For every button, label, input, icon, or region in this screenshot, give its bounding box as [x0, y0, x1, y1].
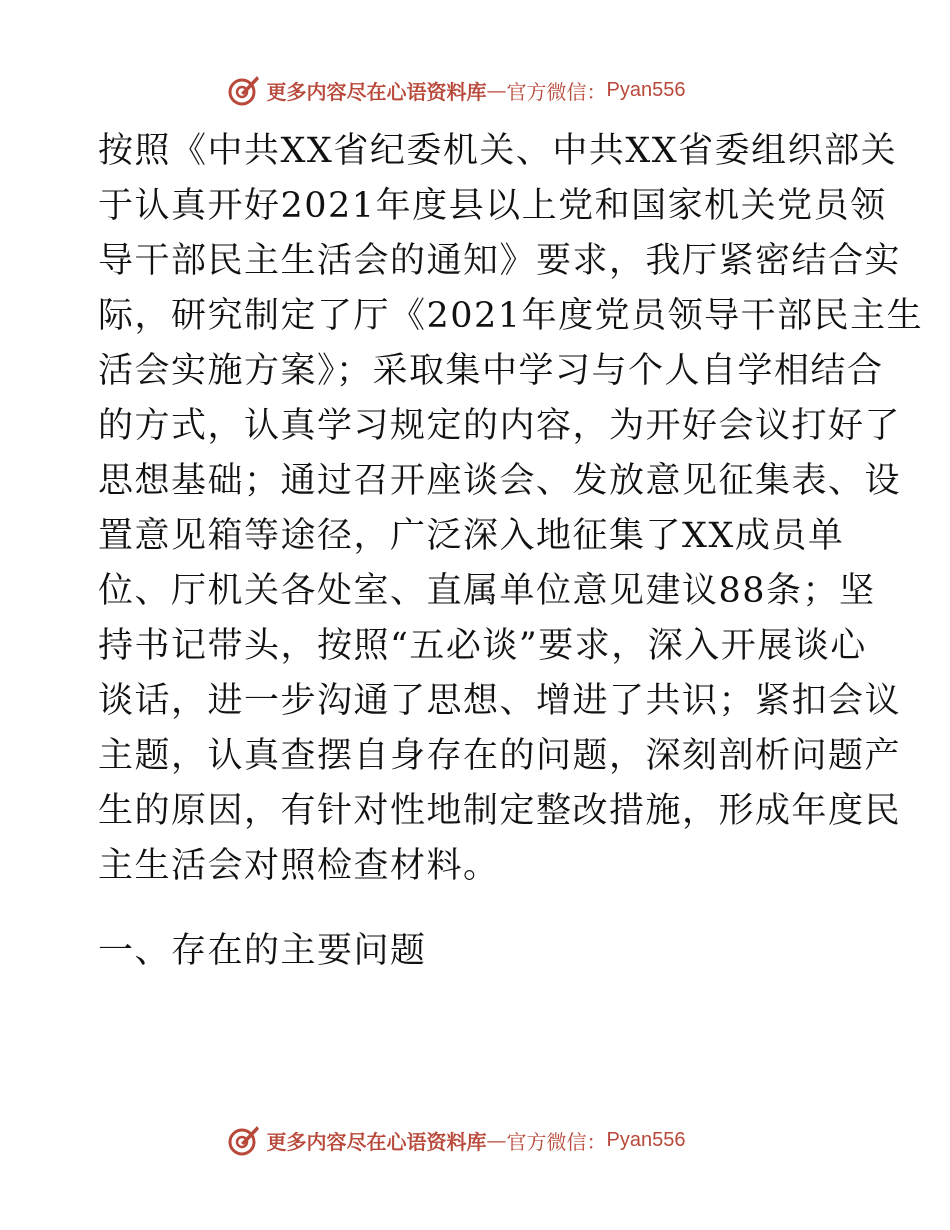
body-line: 持书记带头，按照“五必谈”要求，深入开展谈心 — [98, 626, 867, 666]
body-line: 的方式，认真学习规定的内容，为开好会议打好了 — [98, 406, 902, 446]
body-line: 主题，认真查摆自身存在的问题，深刻剖析问题产 — [98, 736, 902, 776]
watermark-separator: — — [486, 78, 507, 102]
body-line: 于认真开好2021年度县以上党和国家机关党员领 — [98, 186, 887, 226]
section-heading: 一、存在的主要问题 — [98, 931, 427, 971]
body-line: 活会实施方案》；采取集中学习与个人自学相结合 — [98, 351, 884, 391]
feather-pen-logo-icon — [227, 73, 261, 107]
watermark-brand: 更多内容尽在心语资料库 — [266, 1129, 487, 1154]
watermark-wechat-id: Pyan556 — [606, 78, 686, 101]
body-line: 主生活会对照检查材料。 — [98, 846, 500, 886]
document-body — [98, 124, 924, 894]
body-line: 置意见箱等途径，广泛深入地征集了XX成员单 — [98, 516, 845, 556]
header-watermark — [0, 70, 950, 110]
footer-watermark — [0, 1120, 950, 1160]
body-line: 导干部民主生活会的通知》要求，我厅紧密结合实 — [98, 241, 902, 281]
body-line: 谈话，进一步沟通了思想、增进了共识；紧扣会议 — [98, 681, 902, 721]
body-line: 位、厅机关各处室、直属单位意见建议88条；坚 — [98, 571, 876, 611]
watermark-brand: 更多内容尽在心语资料库 — [266, 79, 487, 104]
watermark-wechat-id: Pyan556 — [606, 1128, 686, 1151]
body-line: 思想基础；通过召开座谈会、发放意见征集表、设 — [98, 461, 902, 501]
watermark-official-label: 官方微信： — [506, 79, 607, 104]
feather-pen-logo-icon — [227, 1123, 261, 1157]
body-line: 生的原因，有针对性地制定整改措施，形成年度民 — [98, 791, 902, 831]
body-line: 按照《中共XX省纪委机关、中共XX省委组织部关 — [98, 131, 898, 171]
watermark-official-label: 官方微信： — [506, 1129, 607, 1154]
body-line: 际，研究制定了厅《2021年度党员领导干部民主生 — [98, 296, 924, 336]
watermark-separator: — — [486, 1128, 507, 1152]
